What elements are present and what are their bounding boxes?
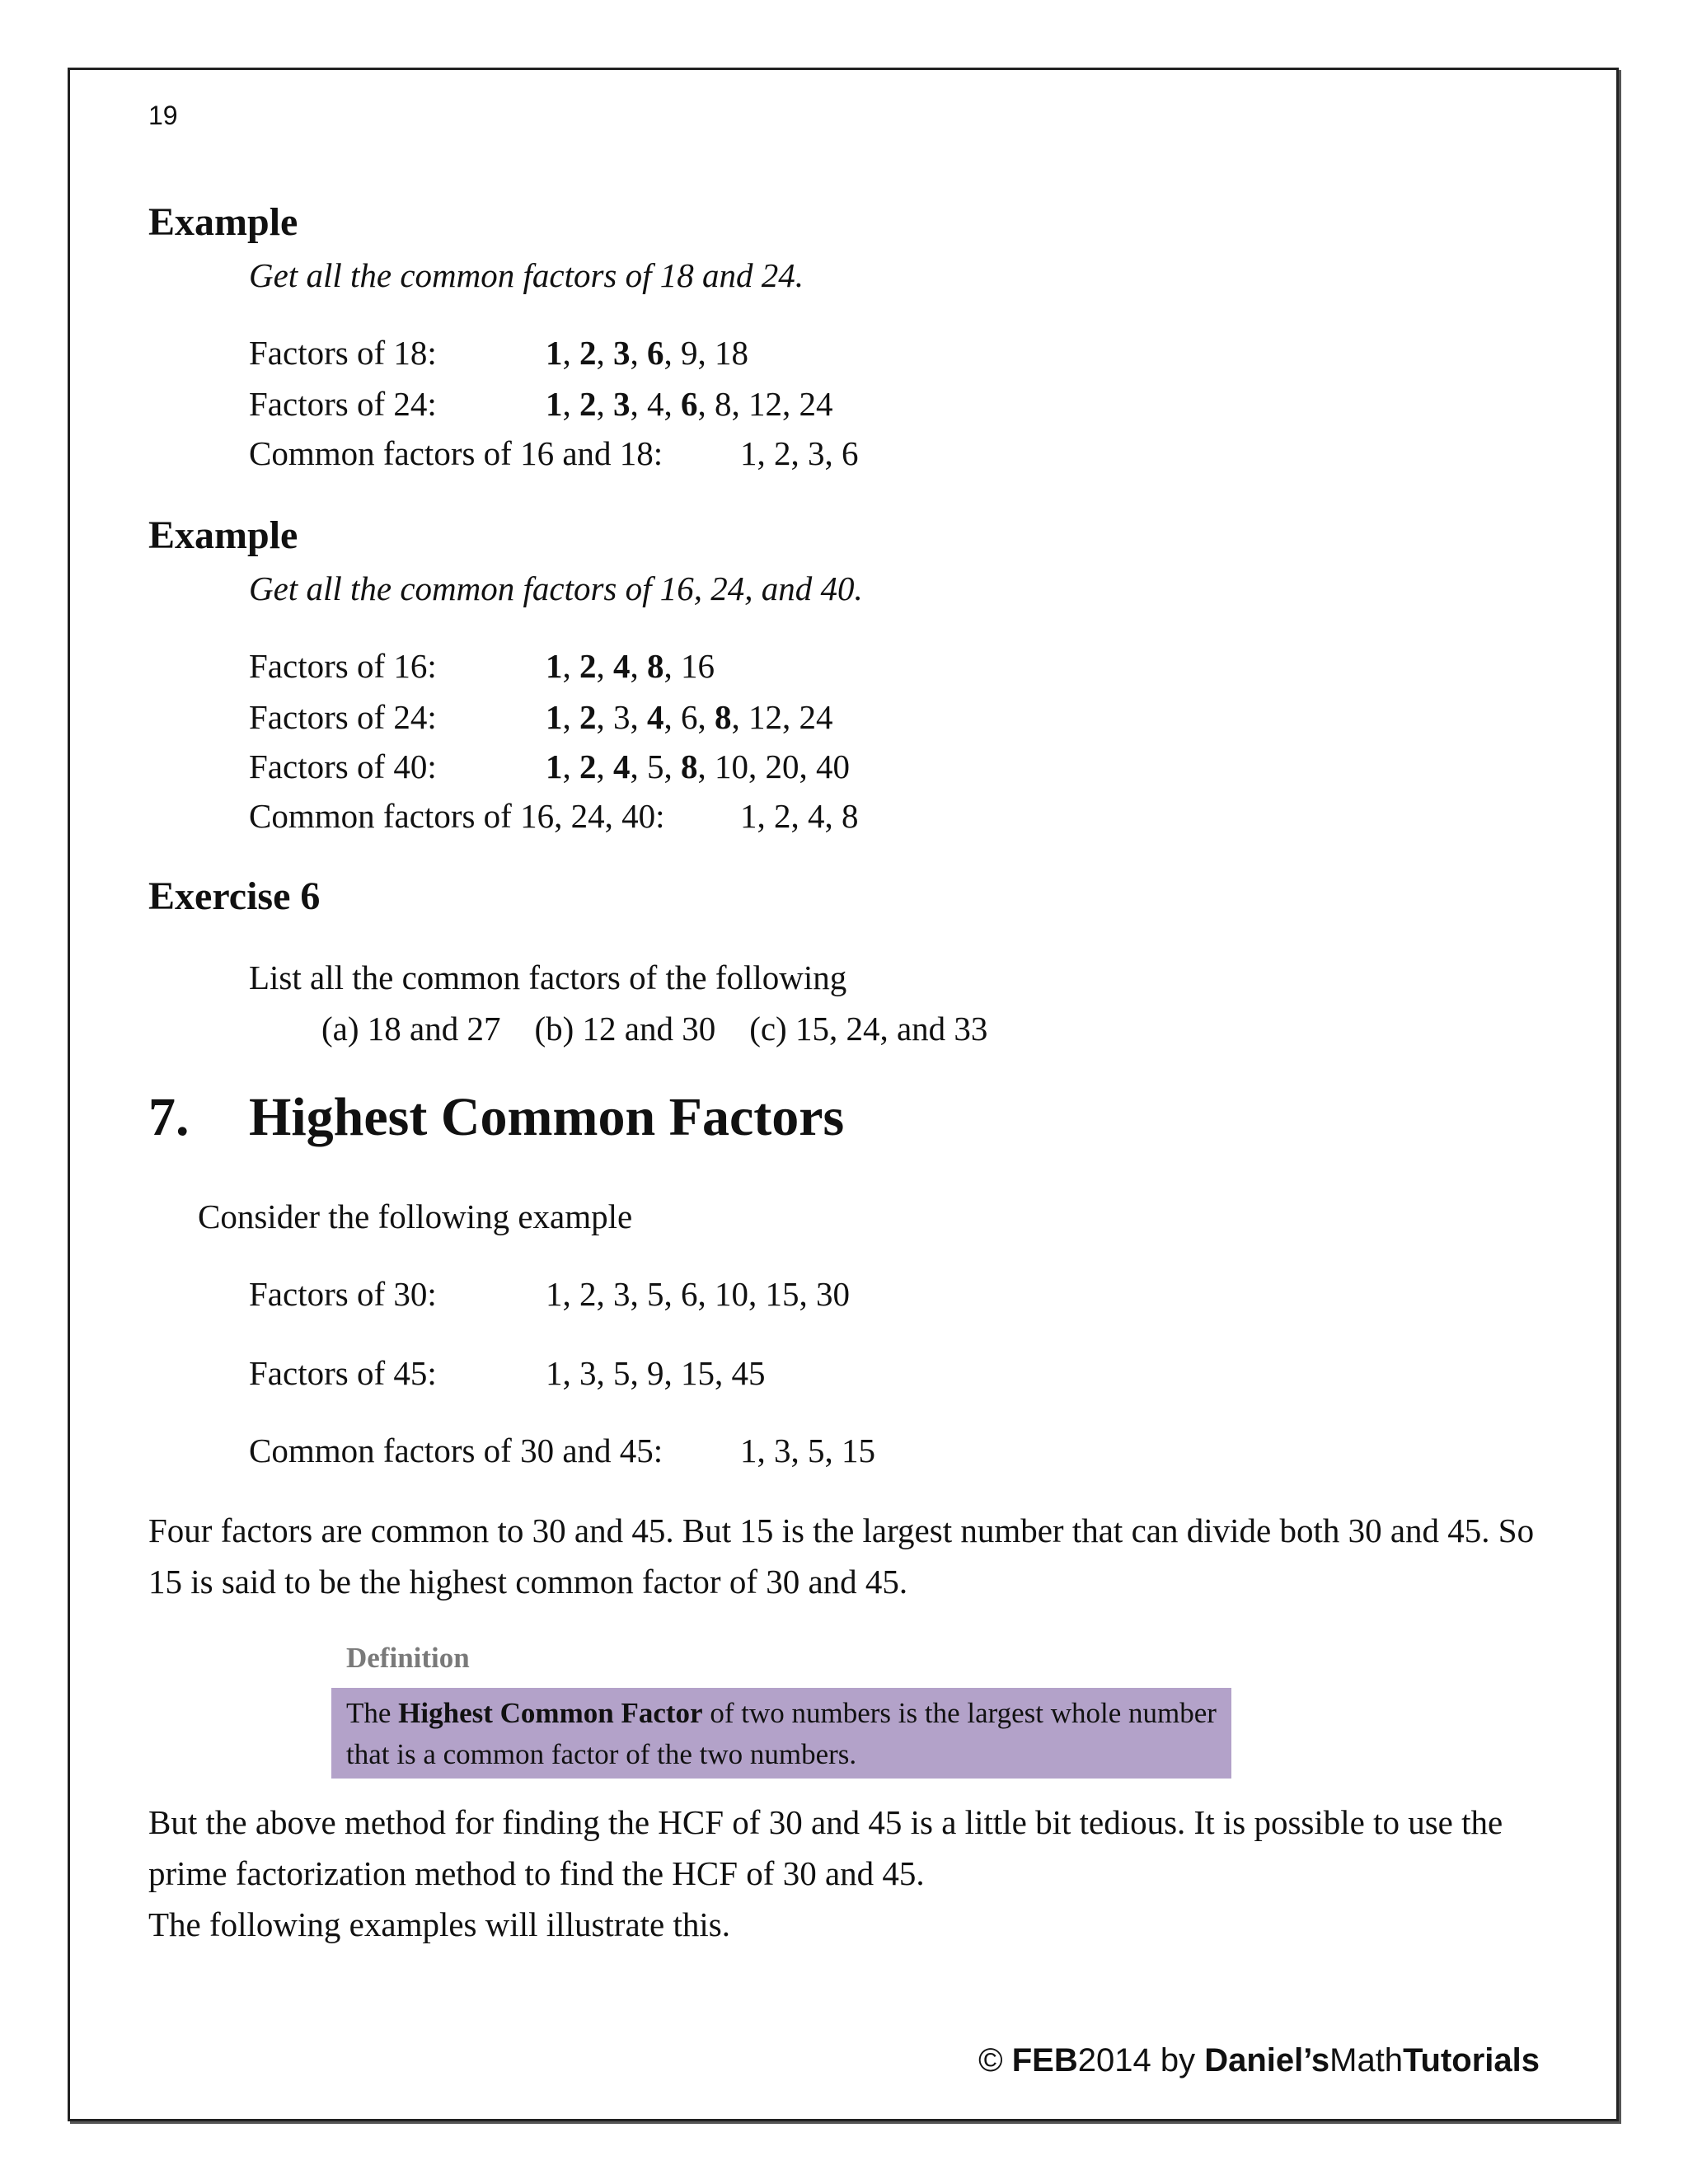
factor-item: 40: [816, 748, 850, 785]
separator: ,: [596, 748, 613, 785]
separator: ,: [663, 698, 681, 736]
factor-item: 4: [647, 698, 664, 736]
example-2-row-3-values: [546, 747, 850, 786]
definition-pre: The: [346, 1697, 399, 1729]
separator: ,: [562, 647, 579, 685]
factor-item: 2: [579, 385, 597, 423]
footer-copyright: [978, 2042, 1540, 2079]
hcf-row-2-values: 1, 3, 5, 9, 15, 45: [546, 1354, 766, 1392]
factor-item: 4: [613, 748, 631, 785]
exercise-instruction: List all the common factors of the following: [249, 958, 847, 996]
example-1-row-1-label: Factors of 18:: [249, 334, 437, 372]
example-1-common-label: Common factors of 16 and 18:: [249, 434, 663, 472]
separator: ,: [630, 334, 647, 372]
section-number: 7.: [148, 1087, 190, 1147]
hcf-row-1-label: Factors of 30:: [249, 1275, 437, 1313]
factor-item: 20: [765, 748, 799, 785]
separator: ,: [596, 334, 613, 372]
separator: ,: [630, 385, 647, 423]
factor-item: 2: [579, 647, 597, 685]
factor-item: 3: [613, 334, 631, 372]
factor-item: 6: [681, 385, 698, 423]
factor-item: 3: [613, 698, 631, 736]
factor-item: 1: [546, 647, 563, 685]
factor-item: 8: [715, 698, 732, 736]
factor-item: 2: [579, 698, 597, 736]
example-1-row-2-values: [546, 384, 833, 424]
exercise-items: (a) 18 and 27 (b) 12 and 30 (c) 15, 24, and 33: [321, 1010, 988, 1047]
section-title: Highest Common Factors: [249, 1087, 845, 1147]
section-intro: Consider the following example: [198, 1197, 633, 1235]
factor-item: 10: [715, 748, 748, 785]
factor-item: 1: [546, 334, 563, 372]
example-2-common-values: 1, 2, 4, 8: [740, 797, 859, 835]
example-2-heading: Example: [148, 513, 298, 557]
separator: ,: [596, 385, 613, 423]
separator: ,: [630, 647, 647, 685]
example-2-row-2-label: Factors of 24:: [249, 698, 437, 736]
separator: ,: [748, 748, 766, 785]
factor-item: 18: [715, 334, 748, 372]
hcf-row-1-values: 1, 2, 3, 5, 6, 10, 15, 30: [546, 1275, 850, 1313]
separator: ,: [630, 748, 647, 785]
separator: ,: [562, 385, 579, 423]
definition-term: Highest Common Factor: [398, 1697, 703, 1729]
example-2-row-1-values: [546, 646, 715, 686]
separator: ,: [562, 698, 579, 736]
definition-label: Definition: [346, 1642, 470, 1674]
separator: ,: [663, 385, 681, 423]
factor-item: 12: [748, 698, 782, 736]
hcf-common-label: Common factors of 30 and 45:: [249, 1432, 663, 1469]
paragraph-3: The following examples will illustrate this.: [148, 1905, 730, 1943]
separator: ,: [596, 647, 613, 685]
separator: ,: [663, 748, 681, 785]
footer-math: Math: [1329, 2042, 1404, 2079]
separator: ,: [799, 748, 816, 785]
factor-item: 3: [613, 385, 631, 423]
example-1-common-values: 1, 2, 3, 6: [740, 434, 859, 472]
example-1-row-1-values: [546, 333, 748, 373]
example-1-row-2-label: Factors of 24:: [249, 385, 437, 423]
factor-item: 2: [579, 334, 597, 372]
separator: ,: [663, 647, 681, 685]
factor-item: 6: [681, 698, 698, 736]
exercise-heading: Exercise 6: [148, 874, 321, 918]
hcf-row-2-label: Factors of 45:: [249, 1354, 437, 1392]
separator: ,: [697, 334, 715, 372]
footer-tutorials: Tutorials: [1403, 2042, 1540, 2079]
factor-item: 24: [799, 698, 833, 736]
example-1-heading: Example: [148, 200, 298, 244]
factor-item: 1: [546, 748, 563, 785]
example-2-row-3-label: Factors of 40:: [249, 748, 437, 785]
factor-item: 5: [647, 748, 664, 785]
separator: ,: [630, 698, 647, 736]
footer-feb: FEB: [1011, 2042, 1078, 2079]
example-2-row-1-label: Factors of 16:: [249, 647, 437, 685]
separator: ,: [731, 385, 748, 423]
factor-item: 24: [799, 385, 833, 423]
factor-item: 8: [715, 385, 732, 423]
example-2-row-2-values: [546, 697, 833, 737]
factor-item: 4: [647, 385, 664, 423]
footer-year-by: 2014 by: [1077, 2042, 1205, 2079]
separator: ,: [663, 334, 681, 372]
factor-item: 1: [546, 698, 563, 736]
paragraph-2: But the above method for finding the HCF of 30 and 45 is a little bit tedious. It is possible to use the prime factorization method to find the HCF of 30 and 45.: [148, 1803, 1503, 1892]
copyright-symbol: ©: [978, 2042, 1003, 2079]
separator: ,: [731, 698, 748, 736]
factor-item: 12: [748, 385, 782, 423]
factor-item: 8: [681, 748, 698, 785]
factor-item: 6: [647, 334, 664, 372]
example-2-prompt: Get all the common factors of 16, 24, and 40.: [249, 569, 863, 607]
definition-post: of two numbers is the largest whole number that is a common factor of the two numbers.: [346, 1697, 1217, 1770]
factor-item: 16: [681, 647, 715, 685]
separator: ,: [697, 748, 715, 785]
example-2-common-label: Common factors of 16, 24, 40:: [249, 797, 665, 835]
separator: ,: [782, 385, 799, 423]
separator: ,: [562, 334, 579, 372]
factor-item: 2: [579, 748, 597, 785]
footer-daniels: Daniel’s: [1204, 2042, 1330, 2079]
factor-item: 4: [613, 647, 631, 685]
definition-box: [331, 1688, 1231, 1779]
hcf-common-values: 1, 3, 5, 15: [740, 1432, 875, 1469]
example-1-prompt: Get all the common factors of 18 and 24.: [249, 256, 804, 294]
factor-item: 8: [647, 647, 664, 685]
separator: ,: [697, 698, 715, 736]
separator: ,: [562, 748, 579, 785]
factor-item: 9: [681, 334, 698, 372]
paragraph-1: Four factors are common to 30 and 45. But 15 is the largest number that can divide both 30 and 45. So 15 is said to be the highest common factor of 30 and 45.: [148, 1511, 1535, 1601]
factor-item: 1: [546, 385, 563, 423]
separator: ,: [782, 698, 799, 736]
page-number: 19: [148, 101, 178, 130]
separator: ,: [596, 698, 613, 736]
separator: ,: [697, 385, 715, 423]
